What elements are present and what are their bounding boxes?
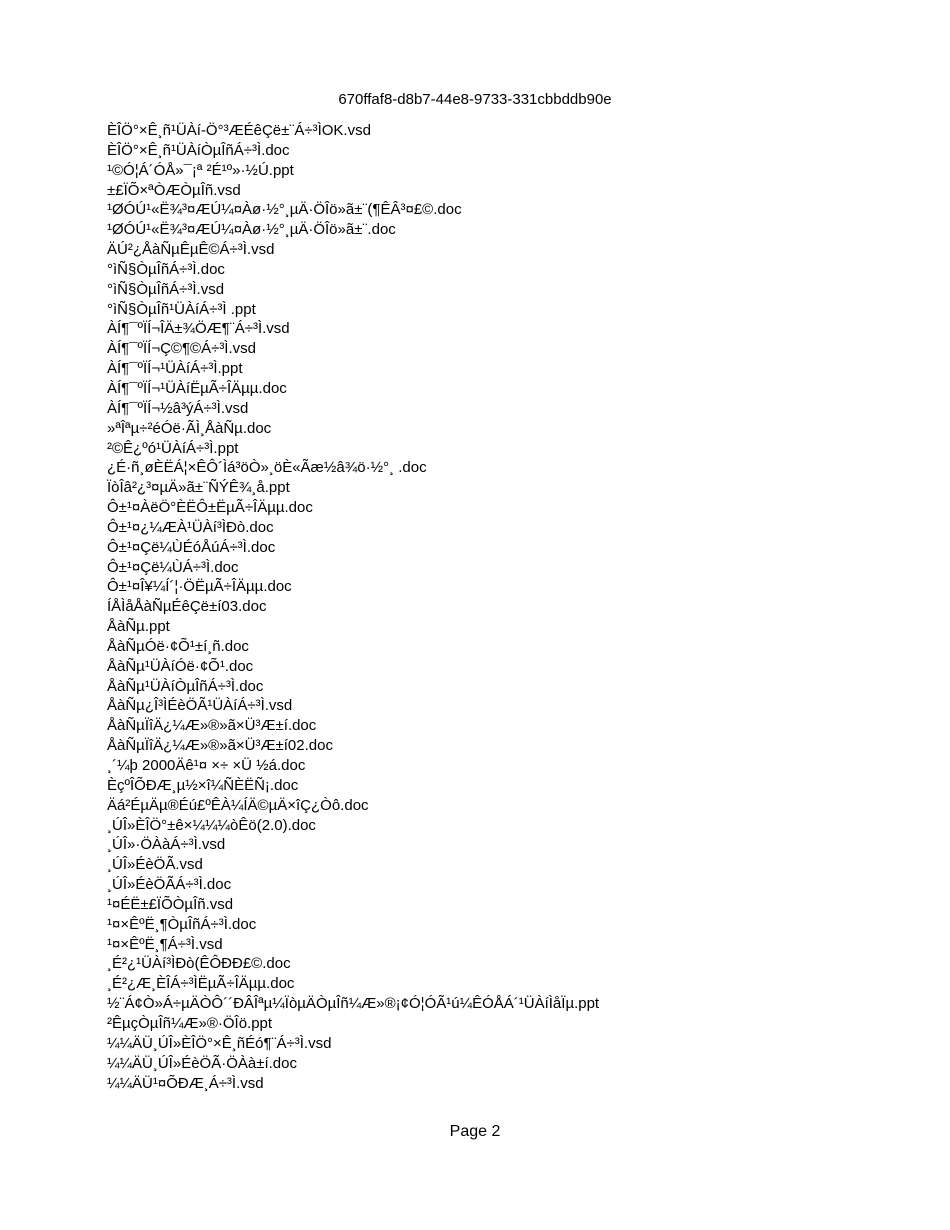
file-list-item: ÅàÑµÏîÄ¿¼Æ»®»ã×Ü³Æ±í02.doc (107, 737, 333, 755)
file-list-item: ÀÍ¶¯ºÏÍ¬Ç©¶©Á÷³Ì.vsd (107, 340, 256, 358)
file-list-item: Äá²ÉµÄµ®Éú£ºÊÀ¼ÍÄ©µÄ×îÇ¿Òô.doc (107, 796, 369, 814)
file-list-item: ÄÚ²¿ÅàÑµÊµÊ©Á÷³Ì.vsd (107, 241, 275, 259)
file-list-item: ÀÍ¶¯ºÏÍ¬¹ÜÀíËµÃ÷ÎÄµµ.doc (107, 379, 287, 397)
file-list-item: ¸´¼þ 2000Äê¹¤ ×÷ ×Ü ½á.doc (107, 757, 306, 774)
file-list-item: Ô±¹¤ÀëÖ°ÈËÔ±ËµÃ÷ÎÄµµ.doc (107, 499, 313, 517)
file-list-item: ÅàÑµÏîÄ¿¼Æ»®»ã×Ü³Æ±í.doc (107, 717, 317, 735)
file-list-item: ¼¼ÄÜ¹¤ÕÐÆ¸Á÷³Ì.vsd (107, 1074, 264, 1092)
file-list-item: ¼¼ÄÜ¸ÚÎ»ÈÎÖ°×Ê¸ñÉó¶¨Á÷³Ì.vsd (107, 1034, 332, 1052)
file-list-item: ¹¤×ÊºË¸¶Á÷³Ì.vsd (107, 935, 223, 953)
file-list-item: ÅàÑµ¹ÜÀíÓë·¢Õ¹.doc (107, 657, 254, 675)
file-list-item: ²ÊµçÒµÎñ¼Æ»®·ÖÎö.ppt (107, 1014, 273, 1032)
file-list-item: ½¨Á¢Ò»Á÷µÄÒÔ´´ÐÂÎªµ¼ÏòµÄÒµÎñ¼Æ»®¡¢Ó¦ÓÃ¹ú¼ÊÓÅÁ´¹ÜÀíÌåÏµ.ppt (107, 995, 600, 1013)
file-list-item: ÅàÑµ¿Î³ÌÉèÖÃ¹ÜÀíÁ÷³Ì.vsd (107, 697, 293, 715)
file-list-item: ¸É²¿Æ¸ÈÎÁ÷³ÌËµÃ÷ÎÄµµ.doc (107, 975, 295, 993)
page-footer: Page 2 (449, 1123, 501, 1140)
file-list-item: »ªÎªµ÷²éÓë·ÃÌ¸ÅàÑµ.doc (107, 419, 272, 437)
file-list (107, 121, 599, 1093)
file-list-item: ¹ØÓÚ¹«Ë¾³¤ÆÚ¼¤Àø·½°¸µÄ·ÖÎö»ã±¨.doc (107, 221, 396, 239)
file-list-item: ÅàÑµ¹ÜÀíÒµÎñÁ÷³Ì.doc (107, 677, 264, 695)
file-list-item: ¹¤×ÊºË¸¶ÒµÎñÁ÷³Ì.doc (107, 915, 257, 933)
file-list-item: ÍÅÌåÅàÑµÉêÇë±í03.doc (107, 598, 267, 616)
file-list-item: Ô±¹¤Î¥¼Í´¦·ÖËµÃ÷ÎÄµµ.doc (107, 578, 292, 596)
file-list-item: Ô±¹¤¿¼ÆÀ¹ÜÀí³ÌÐò.doc (107, 518, 274, 536)
file-list-item: ¿É·ñ¸øÈËÁ¦×ÊÔ´Ìá³öÒ»¸öÈ«Ãæ½â¾ö·½°¸ .doc (107, 459, 427, 477)
file-list-item: ¸ÚÎ»·ÖÀàÁ÷³Ì.vsd (107, 836, 226, 854)
file-list-item: ÏòÎâ²¿³¤µÄ»ã±¨ÑÝÊ¾¸å.ppt (107, 479, 290, 497)
file-list-item: ±£ÏÕ×ªÒÆÒµÎñ.vsd (107, 181, 241, 199)
file-list-item: Ô±¹¤Çë¼ÙÁ÷³Ì.doc (107, 558, 239, 576)
file-list-item: ²©Ê¿ºó¹ÜÀíÁ÷³Ì.ppt (107, 439, 239, 457)
file-list-item: ÅàÑµÓë·¢Õ¹±í¸ñ.doc (107, 637, 249, 655)
file-list-item: ÀÍ¶¯ºÏÍ¬ÎÄ±¾ÖÆ¶¨Á÷³Ì.vsd (107, 320, 290, 338)
page-header-id: 670ffaf8-d8b7-44e8-9733-331cbbddb90e (338, 91, 612, 108)
file-list-item: ÈçºÎÕÐÆ¸µ½×î¼ÑÈËÑ¡.doc (107, 776, 299, 794)
file-list-item: ¹¤ÉË±£ÏÕÒµÎñ.vsd (107, 895, 234, 913)
file-list-item: ¼¼ÄÜ¸ÚÎ»ÉèÖÃ·ÖÀà±í.doc (107, 1054, 297, 1072)
file-list-item: ¸ÚÎ»ÉèÖÃ.vsd (107, 856, 203, 874)
file-list-item: ¸É²¿¹ÜÀí³ÌÐò(ÊÔÐÐ£©.doc (107, 955, 291, 973)
file-list-item: ¹ØÓÚ¹«Ë¾³¤ÆÚ¼¤Àø·½°¸µÄ·ÖÎö»ã±¨(¶ÊÂ³¤£©.doc (107, 201, 462, 219)
file-list-item: °ìÑ§ÒµÎñÁ÷³Ì.doc (107, 260, 225, 278)
file-list-item: ÅàÑµ.ppt (107, 618, 170, 636)
file-list-item: ¸ÚÎ»ÈÎÖ°±ê×¼¼¼òÊö(2.0).doc (107, 816, 316, 834)
file-list-item: Ô±¹¤Çë¼ÙÉóÅúÁ÷³Ì.doc (107, 538, 276, 556)
file-list-item: ÀÍ¶¯ºÏÍ¬½â³ýÁ÷³Ì.vsd (107, 399, 249, 417)
file-list-item: ¹©Ó¦Á´ÓÅ»¯¡ª ²É¹º»·½Ú.ppt (107, 161, 294, 179)
file-list-item: ÈÎÖ°×Ê¸ñ¹ÜÀíÒµÎñÁ÷³Ì.doc (107, 141, 290, 159)
file-list-item: ÀÍ¶¯ºÏÍ¬¹ÜÀíÁ÷³Ì.ppt (107, 360, 243, 378)
file-list-item: °ìÑ§ÒµÎñÁ÷³Ì.vsd (107, 280, 225, 298)
file-list-item: ¸ÚÎ»ÉèÖÃÁ÷³Ì.doc (107, 876, 232, 894)
file-list-item: ÈÎÖ°×Ê¸ñ¹ÜÀí-Ö°³ÆÉêÇë±¨Á÷³ÌOK.vsd (107, 122, 371, 139)
file-list-item: °ìÑ§ÒµÎñ¹ÜÀíÁ÷³Ì .ppt (107, 300, 256, 318)
